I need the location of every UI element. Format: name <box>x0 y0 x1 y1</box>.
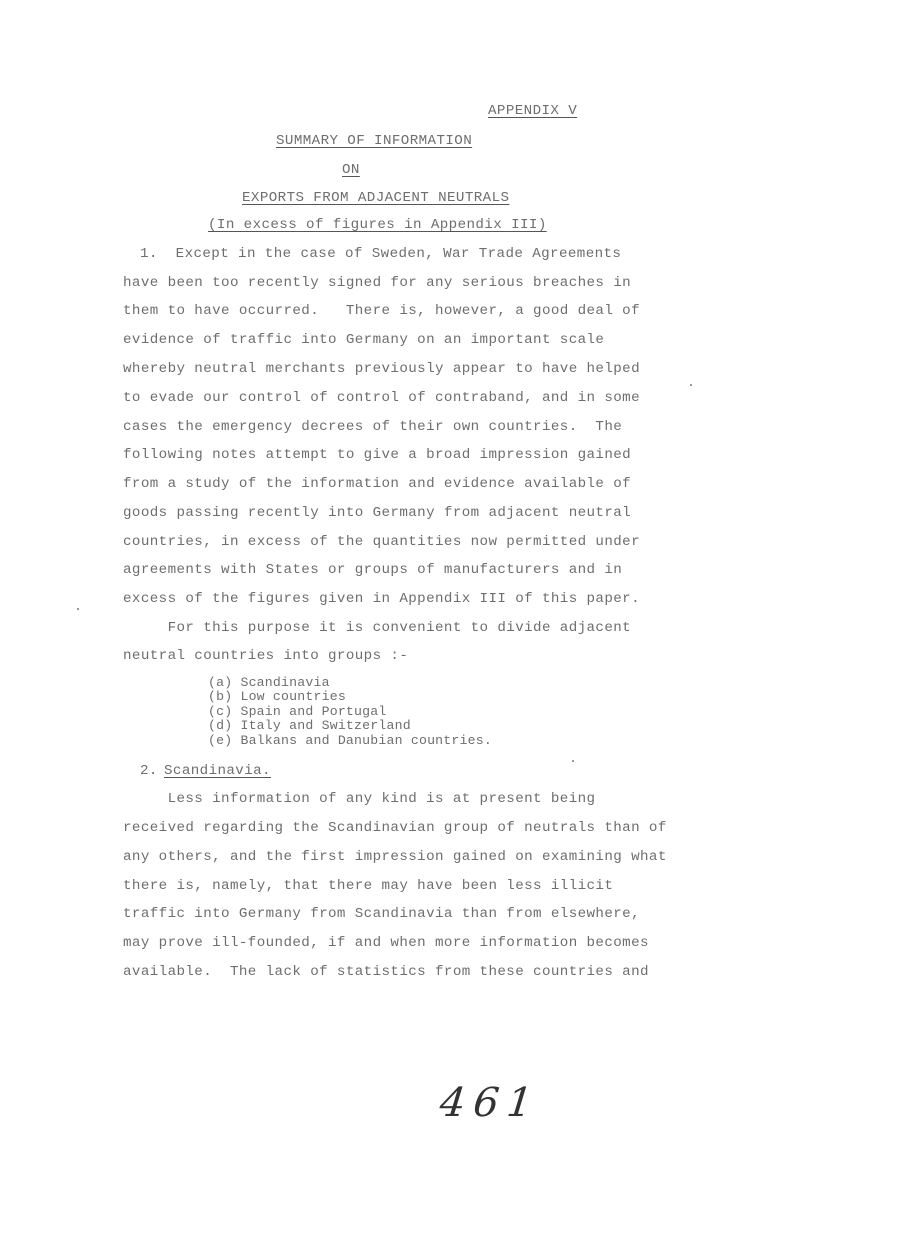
text-line: any others, and the first impression gained on examining what <box>123 849 667 865</box>
text-line: to evade our control of control of contraband, and in some <box>123 390 641 406</box>
text-line: evidence of traffic into Germany on an important scale <box>123 332 605 348</box>
text-line: from a study of the information and evidence available of <box>123 476 632 492</box>
section-number: 2. <box>140 763 158 779</box>
text-line: have been too recently signed for any serious breaches in <box>123 275 632 291</box>
list-item: (b) Low countries <box>208 689 346 704</box>
text-line: countries, in excess of the quantities now permitted under <box>123 534 641 550</box>
text-line: following notes attempt to give a broad impression gained <box>123 447 632 463</box>
appendix-label: APPENDIX V <box>488 103 578 119</box>
section-title: Scandinavia. <box>164 763 271 779</box>
text-line: agreements with States or groups of manufacturers and in <box>123 562 623 578</box>
text-line: cases the emergency decrees of their own countries. The <box>123 419 623 435</box>
list-item: (a) Scandinavia <box>208 675 330 690</box>
text-line: there is, namely, that there may have been less illicit <box>123 878 614 894</box>
text-line: traffic into Germany from Scandinavia than from elsewhere, <box>123 906 641 922</box>
text-line: received regarding the Scandinavian group of neutrals than of <box>123 820 667 836</box>
list-item: (d) Italy and Switzerland <box>208 718 411 733</box>
list-item: (e) Balkans and Danubian countries. <box>208 733 492 748</box>
subtitle: (In excess of figures in Appendix III) <box>208 217 547 233</box>
title-line-1: SUMMARY OF INFORMATION <box>276 133 473 149</box>
text-line: excess of the figures given in Appendix III of this paper. <box>123 591 641 607</box>
title-line-3: EXPORTS FROM ADJACENT NEUTRALS <box>242 190 510 206</box>
text-line: 1. Except in the case of Sweden, War Trade Agreements <box>140 246 622 262</box>
text-line: neutral countries into groups :- <box>123 648 409 664</box>
text-line: available. The lack of statistics from these countries and <box>123 964 649 980</box>
title-line-2: ON <box>342 162 360 178</box>
scan-speck <box>572 760 574 762</box>
text-line: them to have occurred. There is, however, a good deal of <box>123 303 641 319</box>
text-line: whereby neutral merchants previously appear to have helped <box>123 361 641 377</box>
list-item: (c) Spain and Portugal <box>208 704 387 719</box>
scan-speck <box>690 384 692 386</box>
handwritten-page-number: 461 <box>437 1080 543 1126</box>
text-line: goods passing recently into Germany from adjacent neutral <box>123 505 632 521</box>
scan-speck <box>77 608 79 610</box>
text-line: may prove ill-founded, if and when more information becomes <box>123 935 649 951</box>
text-line: Less information of any kind is at present being <box>123 791 596 807</box>
text-line: For this purpose it is convenient to divide adjacent <box>123 620 632 636</box>
